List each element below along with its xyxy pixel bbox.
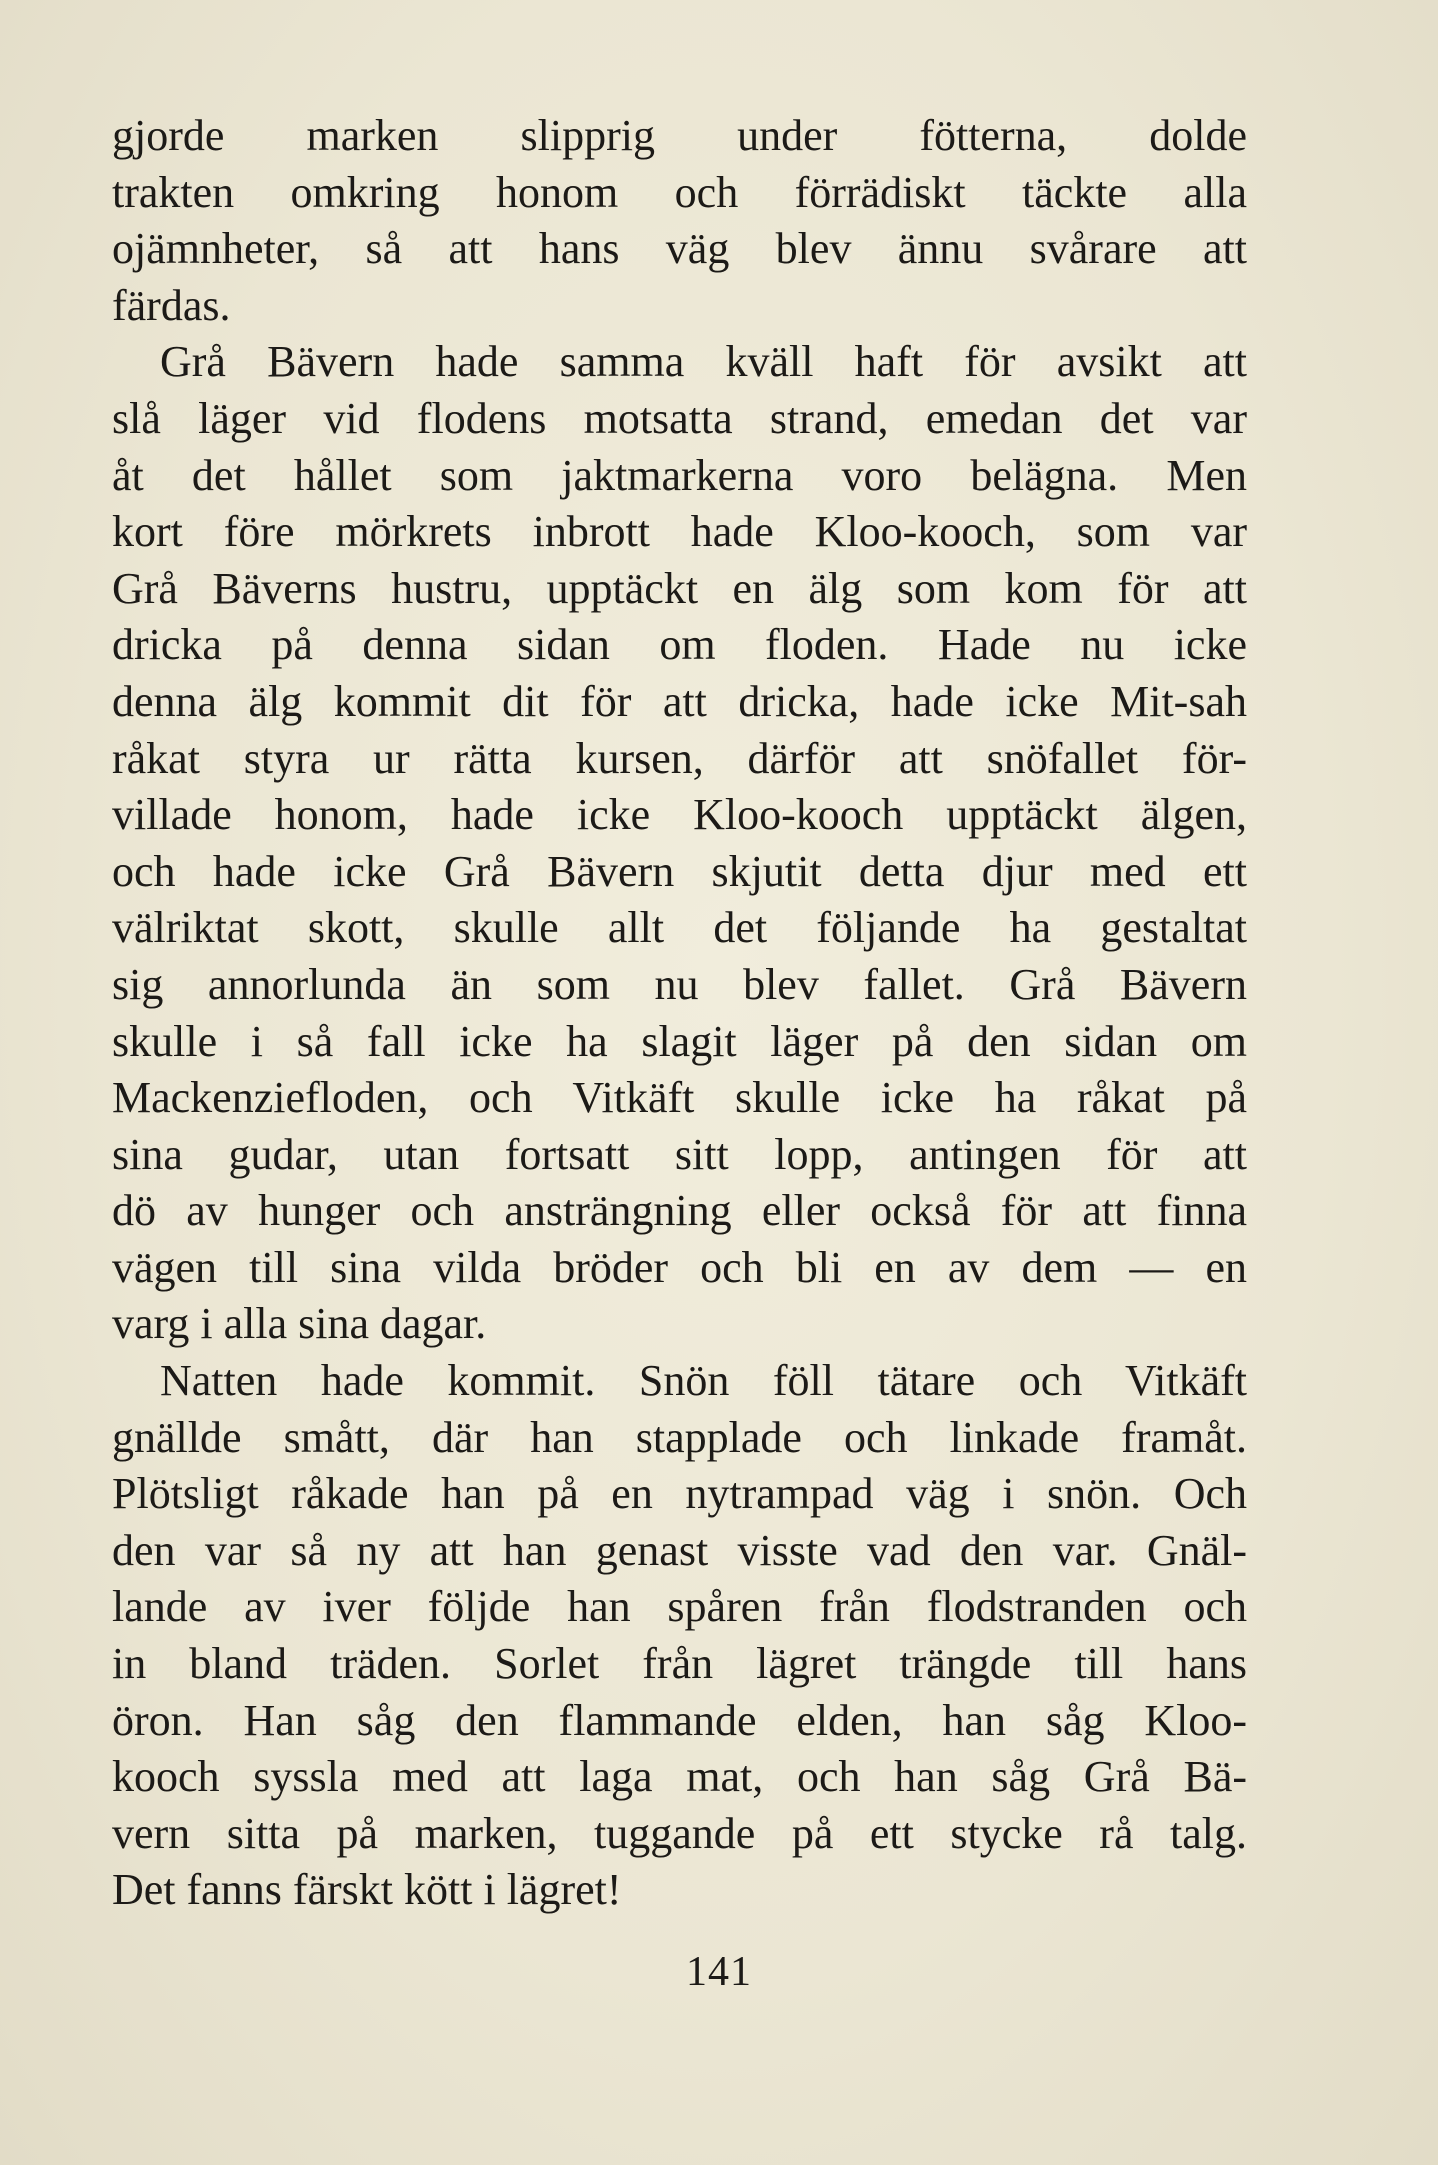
- text-line: öron. Han såg den flammande elden, han såg Kloo-: [112, 1695, 1247, 1745]
- text-line: gjorde marken slipprig under fötterna, dolde: [112, 111, 1247, 160]
- text-line: den var så ny att han genast visste vad den var. Gnäl-: [112, 1525, 1247, 1575]
- text-line: dö av hunger och ansträngning eller också för att finna: [112, 1186, 1247, 1236]
- text-line: varg i alla sina dagar.: [112, 1299, 487, 1349]
- text-line: denna älg kommit dit för att dricka, hade icke Mit-sah: [112, 676, 1247, 726]
- text-line: lande av iver följde han spåren från flodstranden och: [112, 1582, 1247, 1632]
- text-line: åt det hållet som jaktmarkerna voro belägna. Men: [112, 450, 1247, 500]
- text-line: gnällde smått, där han stapplade och linkade framåt.: [112, 1412, 1247, 1462]
- text-line: kooch syssla med att laga mat, och han såg Grå Bä-: [112, 1752, 1247, 1802]
- text-line: Grå Bävern hade samma kväll haft för avsikt att: [160, 337, 1247, 387]
- text-line: vern sitta på marken, tuggande på ett stycke rå talg.: [112, 1808, 1247, 1858]
- text-line: Mackenziefloden, och Vitkäft skulle icke ha råkat på: [112, 1073, 1247, 1123]
- text-line: sig annorlunda än som nu blev fallet. Grå Bävern: [112, 959, 1247, 1009]
- text-line: färdas.: [112, 280, 231, 330]
- text-line: Det fanns färskt kött i lägret!: [112, 1865, 622, 1915]
- text-line: vägen till sina vilda bröder och bli en av dem — en: [112, 1242, 1247, 1292]
- text-line: välriktat skott, skulle allt det följande ha gestaltat: [112, 903, 1247, 953]
- text-line: villade honom, hade icke Kloo-kooch upptäckt älgen,: [112, 790, 1247, 840]
- text-line: Natten hade kommit. Snön föll tätare och Vitkäft: [160, 1356, 1247, 1406]
- text-line: skulle i så fall icke ha slagit läger på den sidan om: [112, 1016, 1247, 1066]
- text-line: slå läger vid flodens motsatta strand, emedan det var: [112, 393, 1247, 443]
- text-line: in bland träden. Sorlet från lägret trängde till hans: [112, 1639, 1247, 1689]
- text-line: dricka på denna sidan om floden. Hade nu icke: [112, 620, 1247, 670]
- text-line: ojämnheter, så att hans väg blev ännu svårare att: [112, 224, 1247, 274]
- text-line: råkat styra ur rätta kursen, därför att snöfallet för-: [112, 733, 1247, 783]
- page-number: 141: [686, 1949, 752, 1995]
- text-line: trakten omkring honom och förrädiskt täckte alla: [112, 167, 1247, 217]
- text-line: Plötsligt råkade han på en nytrampad väg i snön. Och: [112, 1469, 1247, 1519]
- text-line: Grå Bäverns hustru, upptäckt en älg som kom för att: [112, 563, 1247, 613]
- text-line: och hade icke Grå Bävern skjutit detta djur med ett: [112, 846, 1247, 896]
- text-line: kort före mörkrets inbrott hade Kloo-kooch, som var: [112, 507, 1247, 557]
- body-text: [112, 108, 1247, 1919]
- text-line: sina gudar, utan fortsatt sitt lopp, antingen för att: [112, 1129, 1247, 1179]
